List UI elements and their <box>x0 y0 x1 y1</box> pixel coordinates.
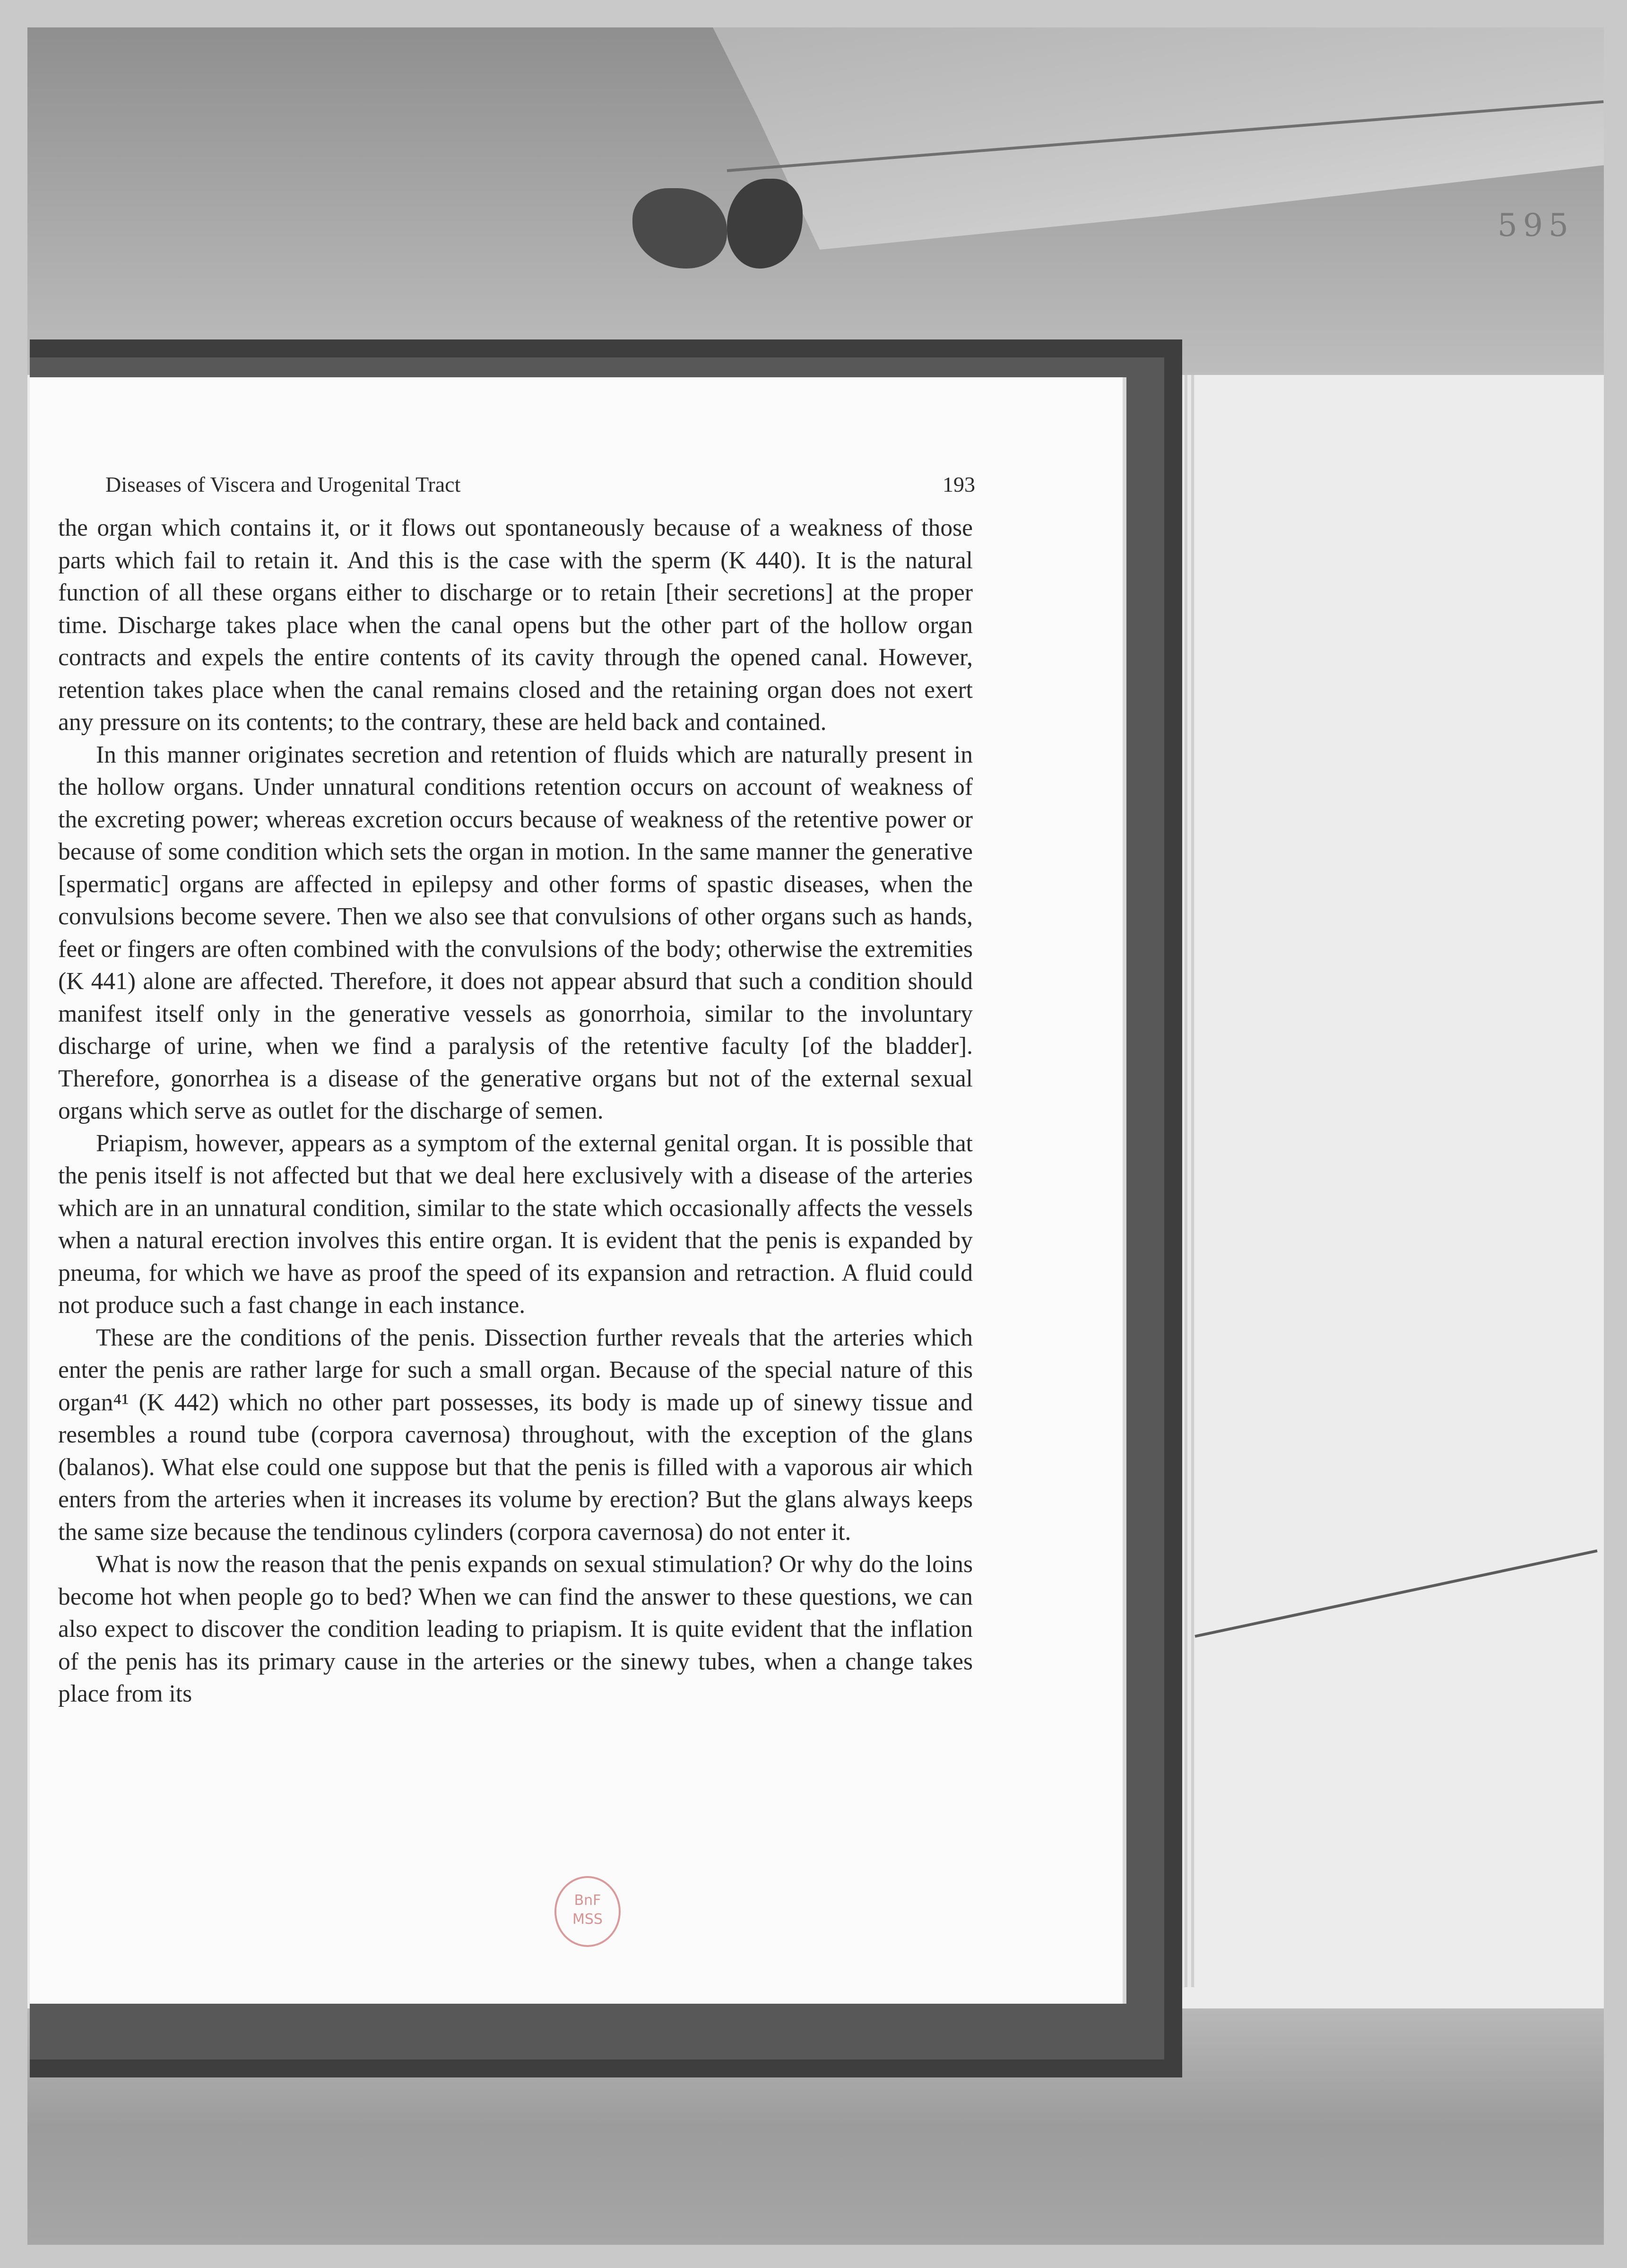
folio-number: 595 <box>1497 207 1574 243</box>
paragraph: Priapism, however, appears as a symptom of the external genital organ. It is possible that the penis itself is not affected but that we deal here exclusively with a disease of the arteries which are in an unnatural condition, similar to the state which occasionally affects the vessels when a natural erection involves this entire organ. It is evident that the penis is expanded by pneuma, for which we have as proof the speed of its expansion and retraction. A fluid could not produce such a fast change in each instance. <box>58 1130 973 1319</box>
book-page <box>30 377 1126 2004</box>
paragraph: These are the conditions of the penis. Dissection further reveals that the arteries which enter the penis are rather large for such a small organ. Because of the special nature of this organ⁴¹ (K 442) which no other part possesses, its body is made up of sinewy tissue and resembles a round tube (corpora cavernosa) throughout, with the exception of the glans (balanos). What else could one suppose but that the penis is filled with a vaporous air which enters from the arteries when it increases its volume by erection? But the glans always keeps the same size because the tendinous cylinders (corpora cavernosa) do not enter it. <box>58 1324 973 1546</box>
photocopy-sheet <box>27 27 1604 2245</box>
running-header <box>105 472 975 505</box>
stamp-line: BnF <box>574 1892 601 1909</box>
library-stamp <box>554 1876 621 1947</box>
background-crack-line <box>1194 1549 1597 1638</box>
paragraph: In this manner originates secretion and retention of fluids which are naturally present in the hollow organs. Under unnatural conditions retention occurs on account of weakness of the excreting power; whereas excretion occurs because of weakness of the retentive power or because of some condition which sets the organ in motion. In the same manner the generative [spermatic] organs are affected in epilepsy and other forms of spastic diseases, when the convulsions become severe. Then we also see that convulsions of other organs such as hands, feet or fingers are often combined with the convulsions of the body; otherwise the extremities (K 441) alone are affected. Therefore, it does not appear absurd that such a condition should manifest itself only in the generative vessels as gonorrhoia, similar to the involuntary discharge of urine, when we find a paralysis of the retentive faculty [of the bladder]. Therefore, gonorrhea is a disease of the generative organs but not of the external sexual organs which serve as outlet for the discharge of semen. <box>58 741 973 1124</box>
page-number: 193 <box>943 472 975 496</box>
paragraph: What is now the reason that the penis expands on sexual stimulation? Or why do the loins become hot when people go to bed? When we can find the answer to these questions, we can also expect to discover the condition leading to priapism. It is quite evident that the inflation of the penis has its primary cause in the arteries or the sinewy tubes, when a change takes place from its <box>58 1551 973 1707</box>
stamp-line: MSS <box>572 1911 603 1928</box>
paragraph: the organ which contains it, or it flows out spontaneously because of a weakness of those parts which fail to retain it. And this is the case with the sperm (K 440). It is the natural function of all these organs either to discharge or to retain [their secretions] at the proper time. Discharge takes place when the canal opens but the other part of the hollow organ contracts and expels the entire contents of its cavity through the opened canal. However, retention takes place when the canal remains closed and the retaining organ does not exert any pressure on its contents; to the contrary, these are held back and contained. <box>58 514 973 736</box>
body-text <box>58 512 973 1711</box>
running-title: Diseases of Viscera and Urogenital Tract <box>105 472 461 496</box>
